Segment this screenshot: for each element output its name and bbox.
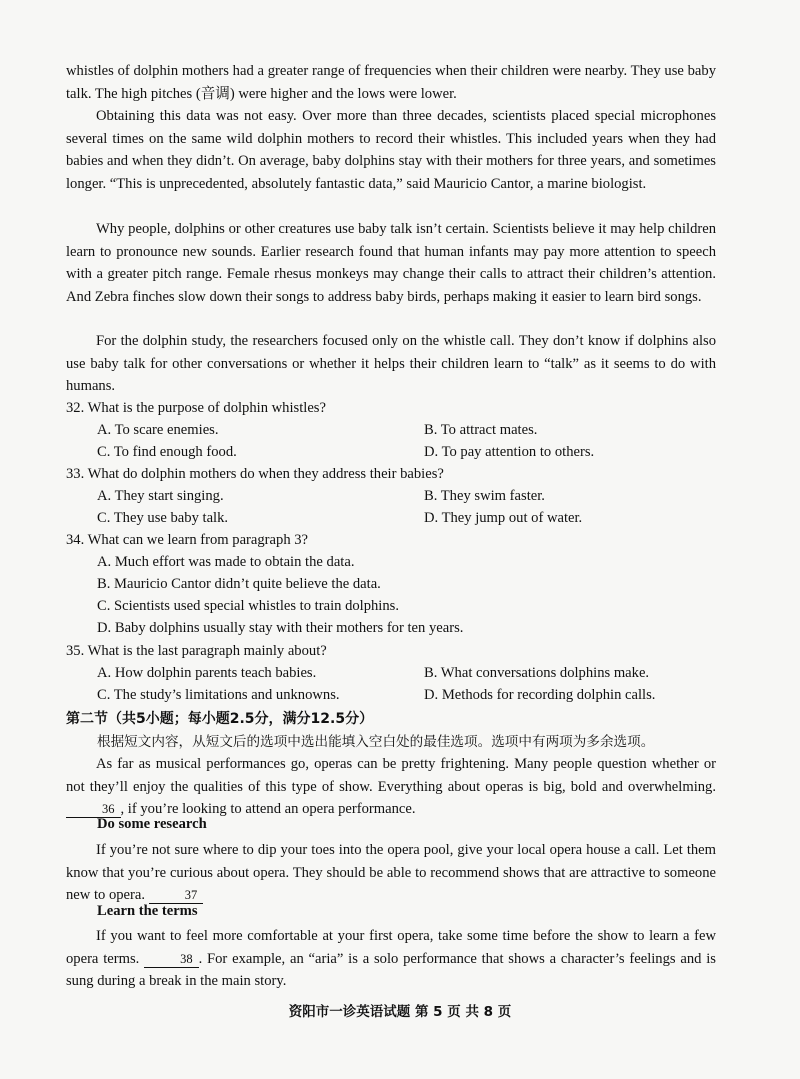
blank-36[interactable]: 36 (66, 801, 121, 818)
option-d[interactable]: D. Methods for recording dolphin calls. (424, 687, 656, 703)
option-a[interactable]: A. How dolphin parents teach babies. (97, 665, 317, 681)
option-c[interactable]: C. Scientists used special whistles to train dolphins. (97, 598, 399, 614)
question-33-options (97, 485, 707, 529)
option-a[interactable]: A. They start singing. (97, 488, 224, 504)
heading-do-some-research: Do some research (97, 816, 207, 832)
question-35-options (97, 662, 707, 706)
terms-paragraph (66, 925, 716, 993)
question-33-stem: 33. What do dolphin mothers do when they address their babies? (66, 466, 444, 482)
option-b[interactable]: B. Mauricio Cantor didn’t quite believe the data. (97, 576, 381, 592)
paragraph-1-tail: whistles of dolphin mothers had a greater range of frequencies when their children were nearby. They use baby talk. The high pitches (音调) were higher and the lows were lower. (66, 63, 716, 102)
option-b[interactable]: B. To attract mates. (424, 422, 538, 438)
option-d[interactable]: D. Baby dolphins usually stay with their mothers for ten years. (97, 620, 464, 636)
option-c[interactable]: C. To find enough food. (97, 444, 237, 460)
question-35-stem: 35. What is the last paragraph mainly about? (66, 643, 327, 659)
option-b[interactable]: B. What conversations dolphins make. (424, 665, 650, 681)
heading-learn-the-terms: Learn the terms (97, 903, 198, 919)
paragraph-3: Why people, dolphins or other creatures use baby talk isn’t certain. Scientists believe it may help children learn to pronounce new sounds. Earlier research found that human infants may pay more attention to speech with a greater pitch range. Female rhesus monkeys may change their calls to attract their children’s attention. And Zebra finches slow down their songs to address baby birds, perhaps making it easier to learn bird songs. (66, 221, 716, 305)
option-b[interactable]: B. They swim faster. (424, 488, 545, 504)
paragraph-4: For the dolphin study, the researchers focused only on the whistle call. They don’t know if dolphins also use baby talk for other conversations or whether it helps their children learn to “talk” as it seems to do with humans. (66, 333, 716, 395)
option-a[interactable]: A. Much effort was made to obtain the data. (97, 554, 355, 570)
option-d[interactable]: D. They jump out of water. (424, 510, 583, 526)
option-d[interactable]: D. To pay attention to others. (424, 444, 595, 460)
terms-text-2: . For example, an “aria” is a solo performance that shows a character’s feelings and is sung during a break in the main story. (66, 950, 716, 990)
research-text: If you’re not sure where to dip your toes into the opera pool, give your local opera house a call. Let them know that you’re curious about opera. They should be able to recommend shows that are attractive to someone new to opera. (66, 842, 716, 904)
opera-intro-text-2: , if you’re looking to attend an opera performance. (120, 801, 416, 818)
question-34-options (97, 551, 707, 639)
opera-intro (66, 753, 716, 821)
option-c[interactable]: C. They use baby talk. (97, 510, 229, 526)
question-32-options (97, 419, 707, 463)
page-footer: 资阳市一诊英语试题 第 5 页 共 8 页 (288, 1004, 512, 1020)
question-34-stem: 34. What can we learn from paragraph 3? (66, 532, 309, 548)
option-c[interactable]: C. The study’s limitations and unknowns. (97, 687, 340, 703)
terms-text: If you want to feel more comfortable at your first opera, take some time before the show to learn a few opera terms. (66, 928, 716, 967)
question-32-stem: 32. What is the purpose of dolphin whistles? (66, 400, 326, 416)
blank-38[interactable]: 38 (144, 951, 199, 968)
section-2-title: 第二节（共5小题；每小题2.5分，满分12.5分） (66, 711, 374, 727)
blank-37[interactable]: 37 (149, 887, 204, 904)
paragraph-2: Obtaining this data was not easy. Over more than three decades, scientists placed special microphones several times on the same wild dolphin mothers to record their whistles. This included years when they had babies and when they didn’t. On average, baby dolphins stay with their mothers for three years, and sometimes longer. “This is unprecedented, absolutely fantastic data,” said Mauricio Cantor, a marine biologist. (66, 108, 716, 192)
research-paragraph (66, 839, 716, 907)
opera-intro-text: As far as musical performances go, operas can be pretty frightening. Many people question whether or not they’ll enjoy the qualities of this type of show. Everything about operas is big, bold and overwhelming. (66, 756, 716, 795)
option-a[interactable]: A. To scare enemies. (97, 422, 219, 438)
section-2-instruction: 根据短文内容，从短文后的选项中选出能填入空白处的最佳选项。选项中有两项为多余选项。 (97, 734, 655, 750)
